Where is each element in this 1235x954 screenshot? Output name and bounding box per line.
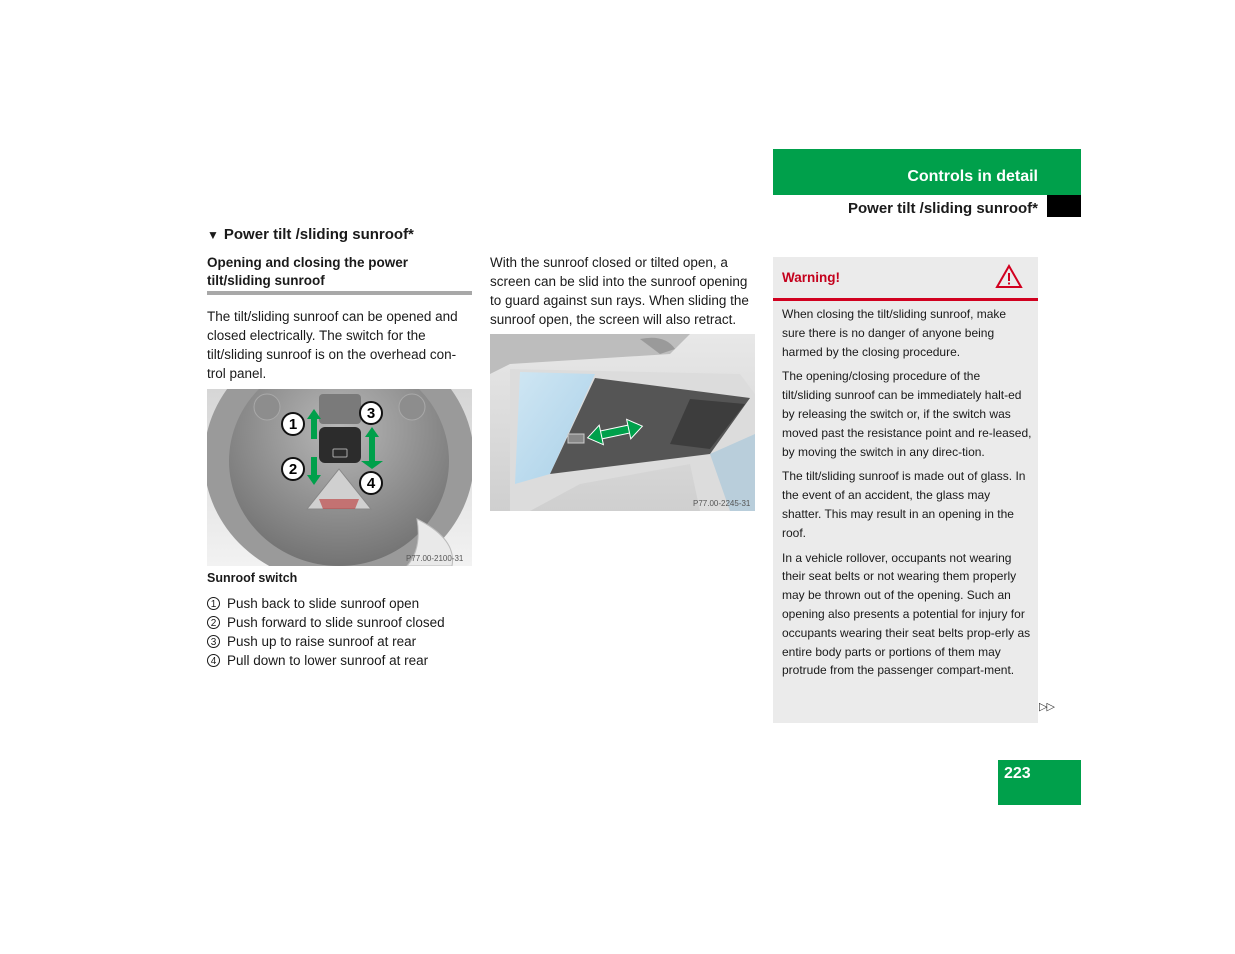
item-text: Push up to raise sunroof at rear (227, 634, 417, 649)
topic-heading-text: Power tilt /sliding sunroof* (223, 226, 414, 243)
warning-paragraph: In a vehicle rollover, occupants not wearing their seat belts or not wearing them properly may be thrown out of the opening. Such an opening also presents a potential for injury for occupants wearing their seat belts prop-erly as entire body parts or portions of them may protrude from the passenger compart-ment. (782, 550, 1031, 678)
list-item (207, 632, 477, 651)
sunroof-switch-photo (207, 389, 472, 566)
figure-marker-1: 1 (288, 416, 298, 433)
figure-code: P77.00-2245-31 (693, 499, 751, 508)
intro-paragraph: The tilt/sliding sunroof can be opened and closed electrically. The switch for the tilt/sliding sunroof is on the overhead con-trol panel. (207, 309, 458, 381)
warning-paragraph: The tilt/sliding sunroof is made out of glass. In the event of an accident, the glass may shatter. This may result in an opening in the roof. (782, 469, 1026, 540)
section-title: Power tilt /sliding sunroof* (847, 200, 1038, 217)
sun-screen-paragraph: With the sunroof closed or tilted open, a screen can be slid into the sunroof opening to guard against sun rays. When sliding the sunroof open, the screen will also retract. (490, 255, 749, 327)
list-item (207, 651, 477, 670)
sunroof-screen-photo (490, 334, 755, 511)
warning-triangle-icon (995, 264, 1023, 290)
figure-marker-3: 3 (366, 405, 376, 422)
warning-paragraph: The opening/closing procedure of the tilt/sliding sunroof can be immediately halt-ed by releasing the switch or, if the switch was moved past the resistance point and re-leased, by moving the switch in any direc-tion. (782, 369, 1032, 459)
figure-caption: Sunroof switch (207, 571, 298, 585)
warning-rule (773, 298, 1038, 301)
item-text: Push forward to slide sunroof closed (227, 615, 445, 630)
warning-title: Warning! (782, 270, 840, 285)
topic-heading (207, 226, 414, 243)
switch-function-list (207, 594, 477, 670)
figure-code: P77.00-2100-31 (406, 554, 464, 563)
triangle-icon: ▼ (207, 228, 219, 242)
item-number: 1 (207, 597, 220, 610)
item-text: Push back to slide sunroof open (227, 596, 420, 611)
chapter-title: Controls in detail (907, 168, 1038, 185)
section-marker (1047, 195, 1081, 217)
item-number: 2 (207, 616, 220, 629)
warning-paragraph: When closing the tilt/sliding sunroof, make sure there is no danger of anyone being harmed by the closing procedure. (782, 307, 1007, 359)
warning-body (782, 305, 1032, 686)
subheading-rule (207, 291, 472, 295)
list-item (207, 594, 477, 613)
list-item (207, 613, 477, 632)
item-text: Pull down to lower sunroof at rear (227, 653, 429, 668)
subheading: Opening and closing the power tilt/sliding sunroof (207, 255, 409, 288)
item-number: 4 (207, 654, 220, 667)
figure-marker-4: 4 (366, 475, 376, 492)
continued-icon: ▷▷ (1039, 701, 1054, 713)
page-number: 223 (1004, 765, 1031, 782)
item-number: 3 (207, 635, 220, 648)
figure-marker-2: 2 (288, 461, 298, 478)
